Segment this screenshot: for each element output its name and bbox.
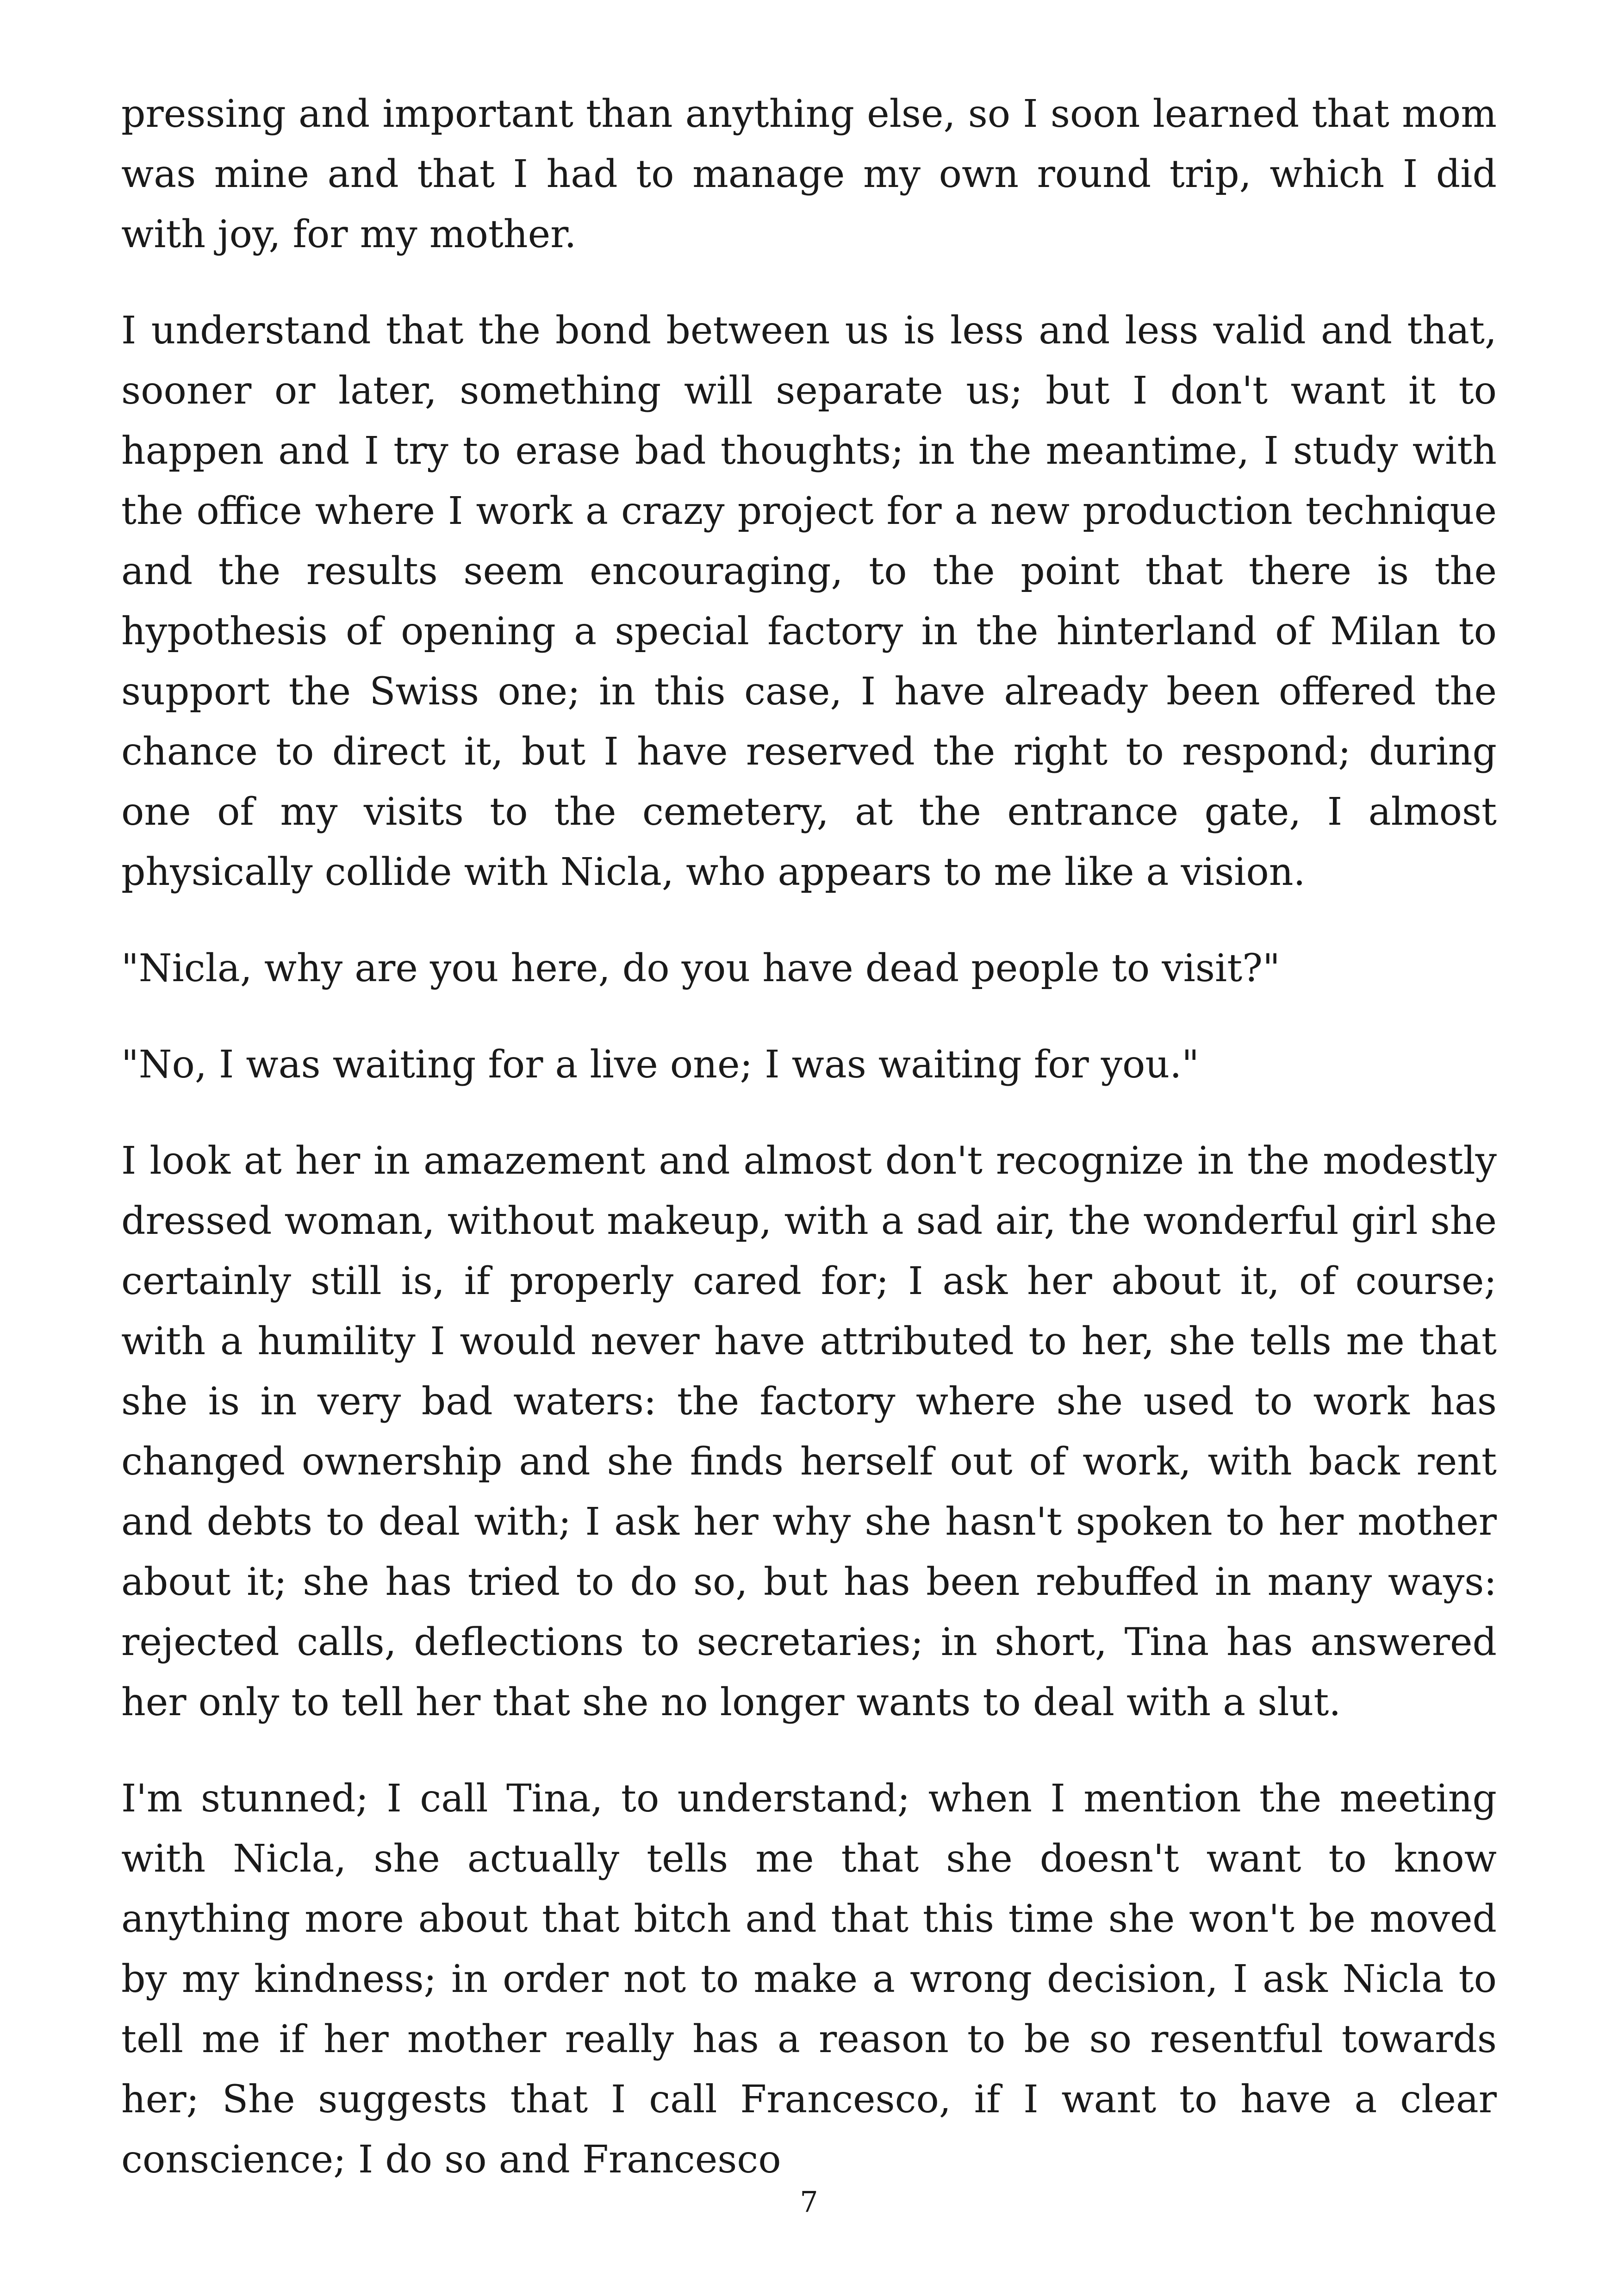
paragraph-4-dialogue: "No, I was waiting for a live one; I was waiting for you." bbox=[121, 1043, 1199, 1087]
paragraph-2: I understand that the bond between us is less and less valid and that, sooner or later, something will separate us; but I don't want it to happen and I try to erase bad thoughts; in the meantime, I study with the office where I work a crazy project for a new production technique and the results seem encouraging, to the point that there is the hypothesis of opening a special factory in the hinterland of Milan to support the Swiss one; in this case, I have already been offered the chance to direct it, but I have reserved the right to respond; during one of my visits to the cemetery, at the entrance gate, I almost physically collide with Nicla, who appears to me like a vision. bbox=[121, 309, 1497, 894]
paragraph-5: I look at her in amazement and almost don't recognize in the modestly dressed woman, without makeup, with a sad air, the wonderful girl she certainly still is, if properly cared for; I ask her about it, of course; with a humility I would never have attributed to her, she tells me that she is in very bad waters: the factory where she used to work has changed ownership and she finds herself out of work, with back rent and debts to deal with; I ask her why she hasn't spoken to her mother about it; she has tried to do so, but has been rebuffed in many ways: rejected calls, deflections to secretaries; in short, Tina has answered her only to tell her that she no longer wants to deal with a slut. bbox=[121, 1139, 1497, 1724]
page-number: 7 bbox=[800, 2185, 818, 2219]
body-text bbox=[121, 84, 1497, 2226]
paragraph-1: pressing and important than anything else, so I soon learned that mom was mine and that I had to manage my own round trip, which I did with joy, for my mother. bbox=[121, 92, 1497, 256]
paragraph-3-dialogue: "Nicla, why are you here, do you have dead people to visit?" bbox=[121, 946, 1280, 990]
paragraph-6: I'm stunned; I call Tina, to understand; when I mention the meeting with Nicla, she actually tells me that she doesn't want to know anything more about that bitch and that this time she won't be moved by my kindness; in order not to make a wrong decision, I ask Nicla to tell me if her mother really has a reason to be so resentful towards her; She suggests that I call Francesco, if I want to have a clear conscience; I do so and Francesco bbox=[121, 1777, 1497, 2182]
